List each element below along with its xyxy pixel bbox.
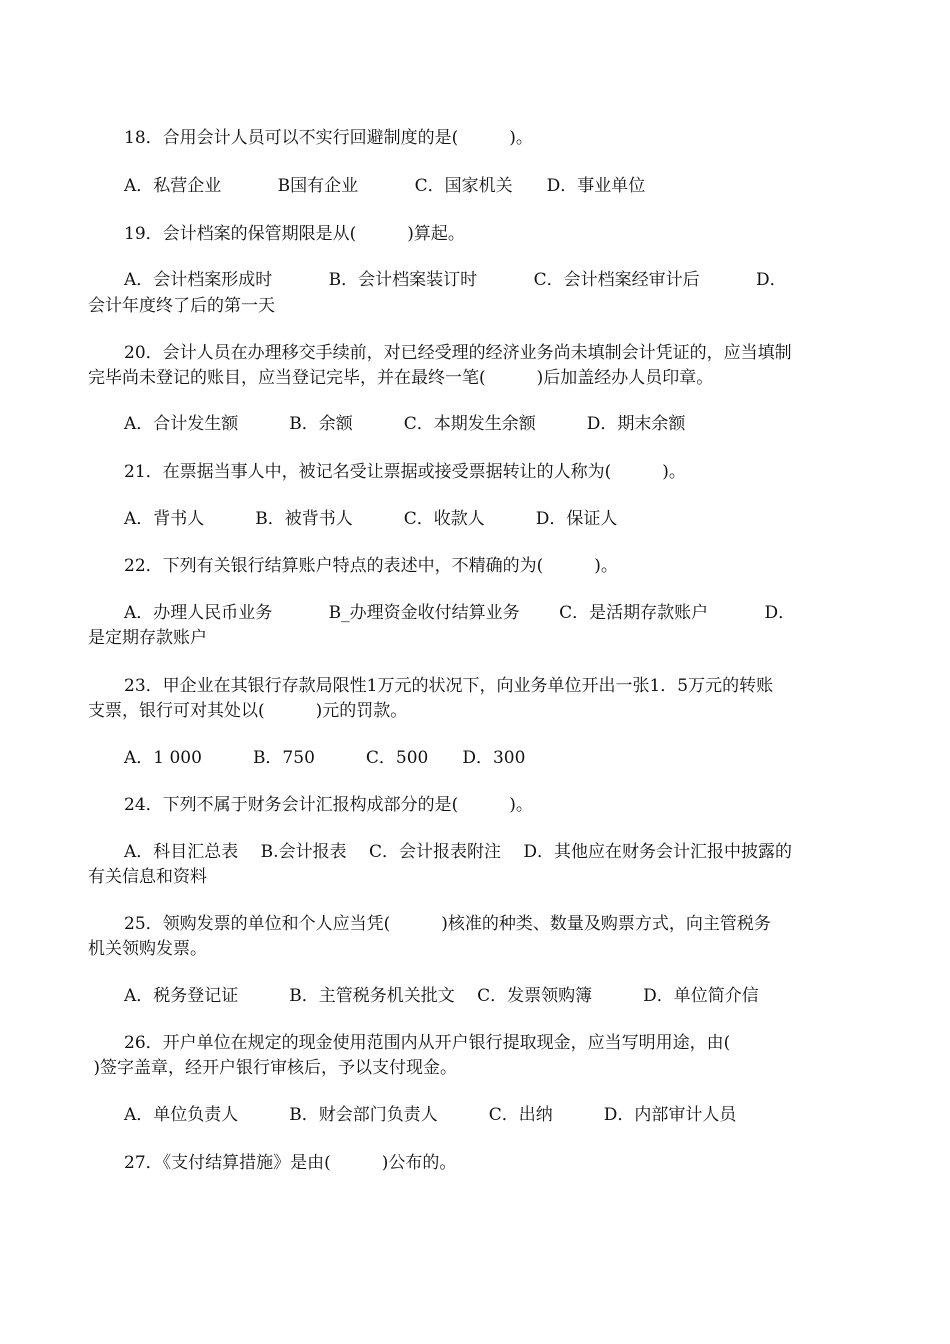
question-23-stem-cont: 支票，银行可对其处以( )元的罚款。 (88, 701, 408, 721)
question-25-options: A．税务登记证 B．主管税务机关批文 C．发票领购簿 D．单位简介信 (124, 986, 759, 1006)
question-26-stem-cont: )签字盖章，经开户银行审核后，予以支付现金。 (88, 1058, 458, 1078)
question-20-stem-cont: 完毕尚未登记的账目，应当登记完毕，并在最终一笔( )后加盖经办人员印章。 (88, 368, 714, 388)
question-18-stem: 18．合用会计人员可以不实行回避制度的是( )。 (124, 128, 533, 148)
question-18-options: A．私营企业 B国有企业 C．国家机关 D．事业单位 (124, 176, 646, 196)
question-22-options: A．办理人民币业务 B_办理资金收付结算业务 C．是活期存款账户 D． (124, 603, 796, 623)
question-27-stem: 27．《支付结算措施》是由( )公布的。 (124, 1153, 457, 1173)
question-20-options: A．合计发生额 B．余额 C．本期发生余额 D．期末余额 (124, 414, 686, 434)
question-24-stem: 24．下列不属于财务会计汇报构成部分的是( )。 (124, 795, 533, 815)
question-26-stem: 26．开户单位在规定的现金使用范围内从开户银行提取现金，应当写明用途，由( (124, 1033, 731, 1053)
question-22-options-cont: 是定期存款账户 (88, 628, 207, 648)
question-24-options: A．科目汇总表 B.会计报表 C．会计报表附注 D．其他应在财务会计汇报中披露的 (124, 842, 793, 862)
question-19-stem: 19．会计档案的保管期限是从( )算起。 (124, 224, 465, 244)
question-23-stem: 23．甲企业在其银行存款局限性1万元的状况下，向业务单位开出一张1．5万元的转账 (124, 676, 774, 696)
question-19-options-cont: 会计年度终了后的第一天 (88, 296, 275, 316)
question-19-options: A．会计档案形成时 B．会计档案装订时 C．会计档案经审计后 D． (124, 270, 787, 290)
question-20-stem: 20．会计人员在办理移交手续前，对已经受理的经济业务尚未填制会计凭证的，应当填制 (124, 343, 792, 363)
question-24-options-cont: 有关信息和资料 (88, 867, 207, 887)
question-25-stem-cont: 机关领购发票。 (88, 939, 207, 959)
question-21-options: A．背书人 B．被背书人 C．收款人 D．保证人 (124, 509, 618, 529)
question-22-stem: 22．下列有关银行结算账户特点的表述中，不精确的为( )。 (124, 556, 618, 576)
question-21-stem: 21．在票据当事人中，被记名受让票据或接受票据转让的人称为( )。 (124, 462, 686, 482)
question-26-options: A．单位负责人 B．财会部门负责人 C．出纳 D．内部审计人员 (124, 1105, 737, 1125)
question-23-options: A．1 000 B．750 C．500 D．300 (124, 748, 526, 768)
question-25-stem: 25．领购发票的单位和个人应当凭( )核准的种类、数量及购票方式，向主管税务 (124, 914, 771, 934)
